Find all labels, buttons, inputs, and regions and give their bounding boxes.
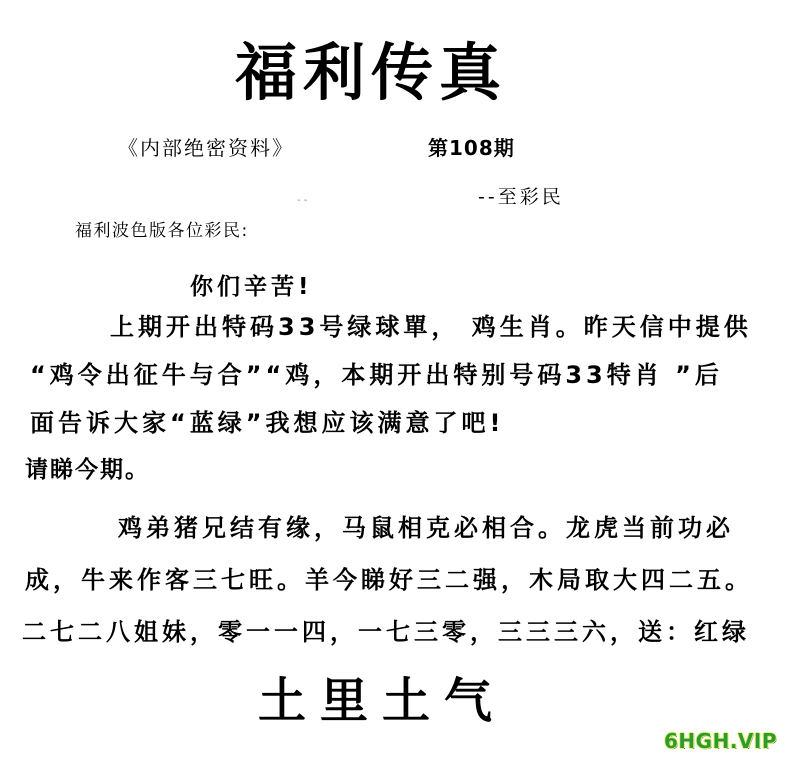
faint-dash-mark: - -	[297, 195, 308, 206]
body-line-5: 鸡弟猪兄结有缘，马鼠相克必相合。龙虎当前功必	[118, 514, 734, 542]
footer-headline: 土里土气	[258, 673, 507, 729]
site-watermark-logo: 6HGH.VIP	[664, 729, 777, 753]
body-line-2: “鸡令出征牛与合”“鸡，本期开出特别号码33特肖 ”后	[30, 361, 723, 389]
salutation: 福利波色版各位彩民:	[75, 221, 249, 241]
body-line-4: 请睇今期。	[25, 457, 150, 483]
body-line-3: 面告诉大家“蓝绿”我想应该满意了吧!	[30, 409, 505, 437]
source-label: 《内部绝密资料》	[118, 136, 294, 160]
issue-number: 第108期	[428, 136, 515, 160]
recipient-line: --至彩民	[478, 186, 564, 208]
greeting: 你们辛苦!	[190, 274, 313, 300]
body-line-6: 成，牛来作客三七旺。羊今睇好三二强，木局取大四二五。	[25, 566, 753, 594]
body-line-1: 上期开出特码33号绿球單， 鸡生肖。昨天信中提供	[110, 313, 752, 341]
document-title: 福利传真	[235, 36, 508, 109]
body-line-7: 二七二八姐妹，零一一四，一七三零，三三三六，送：红绿	[22, 618, 750, 646]
